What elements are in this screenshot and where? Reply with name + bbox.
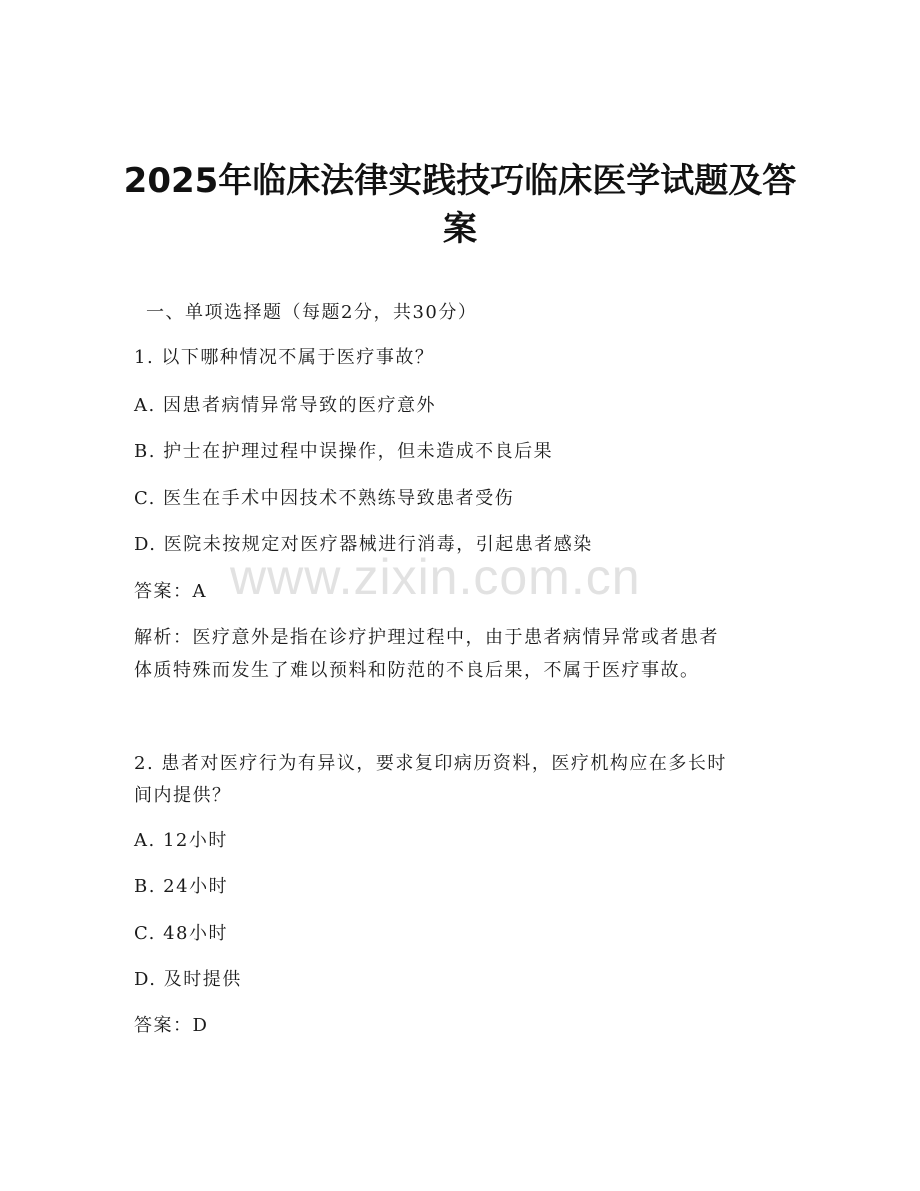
question-1-option-a: A. 因患者病情异常导致的医疗意外 <box>134 395 436 416</box>
question-2-option-b: B. 24小时 <box>134 876 229 897</box>
question-2-option-c: C. 48小时 <box>134 923 228 944</box>
question-1-stem: 1. 以下哪种情况不属于医疗事故？ <box>134 347 435 368</box>
page-title: 2025年临床法律实践技巧临床医学试题及答 <box>123 161 797 201</box>
watermark-text: www.zixin.com.cn <box>230 549 641 605</box>
question-1-option-c: C. 医生在手术中因技术不熟练导致患者受伤 <box>134 488 515 509</box>
question-1-explanation: 解析：医疗意外是指在诊疗护理过程中，由于患者病情异常或者患者 <box>134 627 719 648</box>
section-heading: 一、单项选择题（每题2分，共30分） <box>146 302 478 323</box>
question-1-answer: 答案：A <box>134 581 207 602</box>
question-2-option-a: A. 12小时 <box>134 830 228 851</box>
page-title-continued: 案 <box>443 209 477 249</box>
question-1-option-d: D. 医院未按规定对医疗器械进行消毒，引起患者感染 <box>134 534 593 555</box>
question-2-answer: 答案：D <box>134 1015 209 1036</box>
question-2-stem-continued: 间内提供？ <box>134 785 232 806</box>
question-1-explanation-continued: 体质特殊而发生了难以预料和防范的不良后果，不属于医疗事故。 <box>134 660 700 681</box>
question-2-option-d: D. 及时提供 <box>134 969 242 990</box>
question-2-stem: 2. 患者对医疗行为有异议，要求复印病历资料，医疗机构应在多长时 <box>134 753 727 774</box>
question-1-option-b: B. 护士在护理过程中误操作，但未造成不良后果 <box>134 441 554 462</box>
